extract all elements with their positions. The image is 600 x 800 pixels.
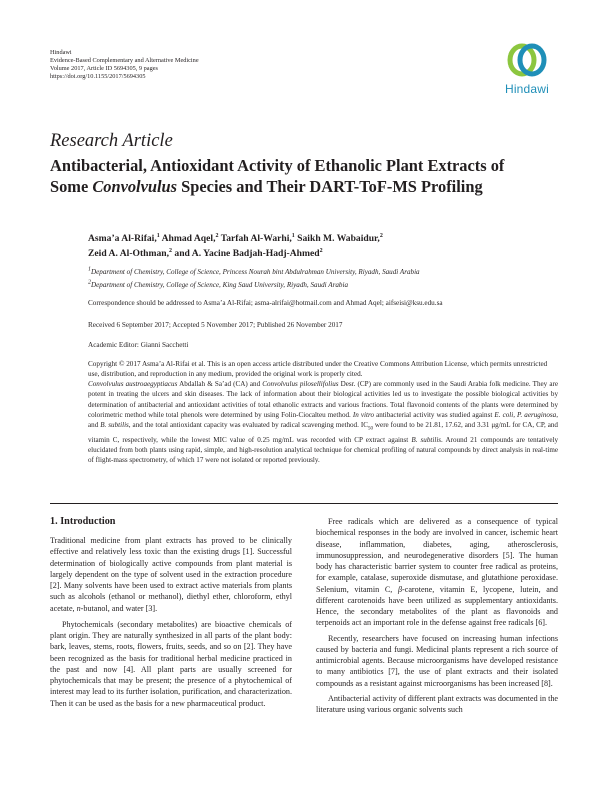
- title-italic: Convolvulus: [92, 177, 178, 196]
- abstract-italic: B. subtilis: [411, 435, 442, 444]
- author-name: Asma’a Al-Rifai,: [88, 233, 157, 244]
- abstract-italic: Convolvulus austroaegyptiacus: [88, 380, 178, 388]
- abstract-text: were found to be 21.81, 17.62, and 3.31 μg/mL for CA, CP, and vitamin C, respectively, while the lowest MIC value of 0.25 mg/mL was recorded with CP extract against: [88, 421, 558, 444]
- abstract-text: antibacterial activity was studied against: [374, 410, 495, 419]
- paragraph-text: Free radicals which are delivered as a consequence of typical biochemical responses in the body are involved in cancer, ischemic heart disease, inflammation, diabetes, aging, atherosclerosis, immunosuppression, and neurodegenerative disorders [5]. The human body has characteristic barrier system to counter free radical as proteins, for example, catalase, superoxide dismutase, and glutathione peroxidase. Selenium, vitamin C,: [316, 517, 558, 594]
- volume-line: Volume 2017, Article ID 5694305, 9 pages: [50, 65, 158, 72]
- abstract-text: , and: [88, 410, 559, 430]
- paragraph-text: -carotene, vitamin E, lycopene, lutein, and different carotenoids have been utilized as supplementary antioxidants. Hence, the secondary metabolites of the plant as flavonoids and terpenoids act an important role in the defense against free radicals [6].: [316, 584, 558, 628]
- academic-editor: Academic Editor: Gianni Sacchetti: [88, 341, 189, 349]
- paragraph-text: Antibacterial activity of different plant extracts was documented in the literature using various organic solvents such: [316, 693, 558, 714]
- paragraph: [50, 619, 292, 709]
- paragraph-text: -butanol, and water [3].: [80, 603, 158, 613]
- author-sup: 2: [379, 232, 383, 239]
- title-part-1: Antibacterial, Antioxidant Activity of Ethanolic Plant Extracts of: [50, 156, 505, 175]
- section-title-introduction: 1. Introduction: [50, 516, 116, 527]
- body-column-right: [316, 516, 558, 715]
- paragraph-text: Phytochemicals (secondary metabolites) are bioactive chemicals of plant origin. They are naturally synthesized in all parts of the plant body: bark, leaves, stems, roots, flowers, fruits, seeds, and so on [2]. They have been recognized as the basis for traditional herbal medicine practiced in the past and now [4]. All plant parts are usually screened for phytochemicals that may be present; the presence of a phytochemical of interest may lead to its further isolation, purification, and characterization. Then it can be used as the basis for a new pharmaceutical product.: [50, 619, 292, 708]
- abstract-subscript: 50: [367, 426, 373, 432]
- paragraph-italic: β: [397, 584, 403, 594]
- author-name: and A. Yacine Badjah-Hadj-Ahmed: [172, 247, 320, 259]
- section-divider: [50, 503, 558, 504]
- abstract-italic: In vitro: [352, 410, 375, 419]
- hindawi-wordmark: Hindawi: [504, 82, 550, 96]
- dates: Received 6 September 2017; Accepted 5 November 2017; Published 26 November 2017: [88, 321, 343, 329]
- abstract-italic: B. subtilis: [100, 421, 129, 430]
- abstract-text: , and the total antioxidant capacity was evaluated by radical scavenging method. IC: [128, 421, 368, 430]
- abstract-text: . Around 21 compounds are tentatively elucidated from both plants using rapid, simple, and high-resolution analytical technique for chemical profiling of natural compounds by direct analysis in real-time of flight-mass spectrometry, of which 17 were not isolated or reported previously.: [88, 435, 558, 465]
- affiliation-2: [88, 279, 558, 292]
- author-name: Saikh M. Wabaidur,: [294, 233, 380, 244]
- abstract-italic: Convolvulus pilosellifolius: [262, 380, 339, 388]
- hindawi-logo: [497, 40, 557, 106]
- author-line-1: [88, 232, 558, 247]
- copyright: Copyright © 2017 Asma’a Al-Rifai et al. This is an open access article distributed under the Creative Commons Attribution License, which permits unrestricted use, distribution, and reproduction in any medium, provided the original work is properly cited.: [88, 360, 548, 379]
- journal-name: Evidence-Based Complementary and Alternative Medicine: [50, 57, 199, 64]
- abstract-italic: E. coli, P. aeruginosa: [494, 410, 557, 419]
- title-part-3: Species and Their DART-ToF-MS Profiling: [177, 177, 483, 196]
- author-sup: 2: [215, 232, 219, 239]
- doi-link[interactable]: https://doi.org/10.1155/2017/5694305: [50, 73, 146, 80]
- affiliation-text: Department of Chemistry, College of Science, Princess Nourah bint Abdulrahman University, Riyadh, Saudi Arabia: [91, 268, 420, 276]
- affiliations: [88, 266, 558, 291]
- hindawi-rings-icon: [505, 40, 549, 80]
- author-sup: 1: [291, 232, 295, 239]
- author-sup: 2: [319, 247, 323, 254]
- author-name: Zeid A. Al-Othman,: [88, 247, 170, 259]
- affiliation-sup: 2: [88, 279, 91, 286]
- abstract-text: Desr. (CP) are commonly used in the Saudi Arabia folk medicine. They are potent in treating the ulcers and skin diseases. The lack of information about their biological activities led us to investigate the possible biological activities by determination of antibacterial and antioxidant activities of total ethanolic extracts and various fractions. Total flavonoid contents of the plants were determined by colorimetric method while total phenols were determined by using Folin-Ciocalteu method.: [88, 380, 558, 419]
- publisher-name: Hindawi: [50, 49, 72, 56]
- paragraph: [316, 693, 558, 716]
- affiliation-1: [88, 266, 558, 279]
- paragraph: [316, 516, 558, 629]
- paragraph-text: Recently, researchers have focused on increasing human infections caused by bacteria and fungi. Medicinal plants represent a rich source of antimicrobial agents. Because microorganisms have developed resistance to many antibiotics [7], the use of plant extracts and their isolated compounds as a resistant against microorganisms has been increased [8].: [316, 633, 558, 688]
- paper-title: [50, 155, 560, 197]
- author-line-2: [88, 247, 558, 262]
- affiliation-sup: 1: [88, 266, 91, 273]
- author-name: Tarfah Al-Warhi,: [218, 233, 292, 244]
- article-type: Research Article: [50, 131, 173, 151]
- title-part-2: Some: [50, 177, 93, 196]
- correspondence: Correspondence should be addressed to Asma’a Al-Rifai; asma-alrifai@hotmail.com and Ahmad Aqel; aifseisi@ksu.edu.sa: [88, 299, 443, 307]
- paragraph: [50, 535, 292, 614]
- paragraph-text: Traditional medicine from plant extracts has proved to be clinically effective and relatively less toxic than the existing drugs [1]. Successful determination of biologically active compounds from plant material is largely dependent on the type of solvent used in the extraction procedure [2]. Many solvents have been used to extract active materials from plants such as alcohols (ethanol or methanol), diethyl ether, chloroform, ethyl acetate,: [50, 536, 292, 613]
- paragraph: [316, 633, 558, 689]
- body-column-left: [50, 535, 292, 709]
- affiliation-text: Department of Chemistry, College of Science, King Saud University, Riyadh, Saudi Arabia: [91, 280, 348, 289]
- author-name: Ahmad Aqel,: [159, 233, 216, 244]
- abstract-text: Abdallah & Sa’ad (CA) and: [177, 380, 263, 388]
- paragraph-italic: n: [76, 603, 81, 613]
- abstract: [88, 379, 558, 466]
- author-sup: 2: [169, 247, 173, 254]
- journal-info: [50, 49, 370, 81]
- author-sup: 1: [156, 232, 160, 239]
- author-list: [88, 232, 558, 261]
